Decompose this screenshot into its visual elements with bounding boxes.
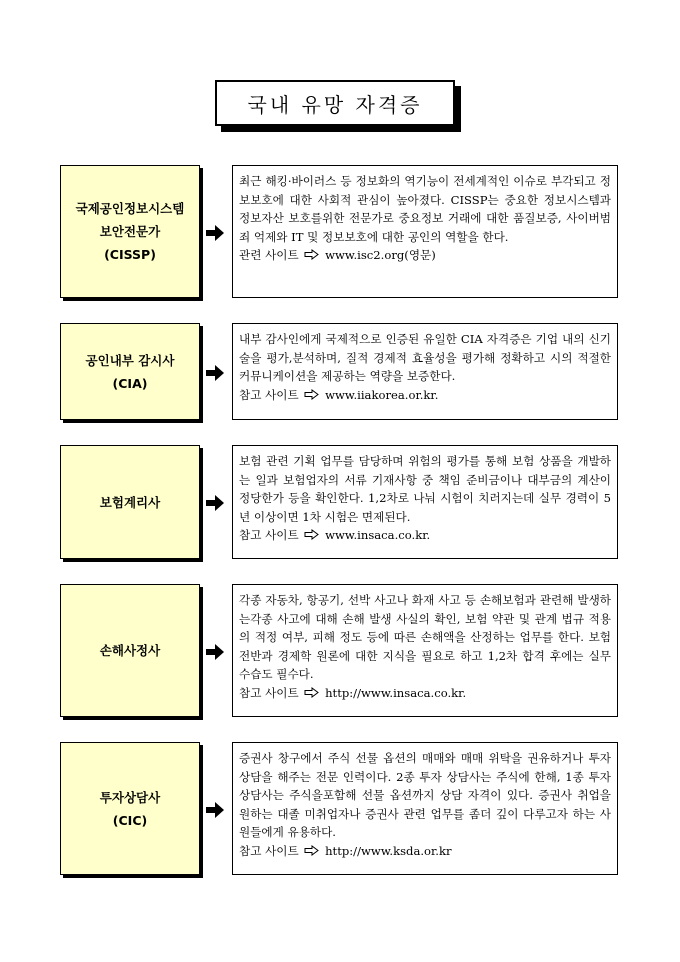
page-title: 국내 유망 자격증: [215, 80, 455, 126]
site-line: [239, 386, 611, 405]
description-text: 보험 관련 기획 업무를 담당하며 위험의 평가를 통해 보험 상품을 개발하는 일과 보험업자의 서류 기재사항 중 책임 준비금이나 대부금의 계산이 정당한가 등을 확인한다. 1,2차로 나눠 시험이 치러지는데 실무 경력이 5년 이상이면 1차 시험은 면제된다.: [239, 454, 611, 524]
cert-label-line: 투자상담사: [99, 789, 161, 805]
cert-description-cic: [232, 742, 618, 875]
outline-right-arrow-icon: [304, 845, 319, 856]
right-arrow-icon: [205, 223, 225, 243]
cert-description-claim-adjuster: [232, 584, 618, 717]
cert-label-cissp: [60, 165, 200, 298]
site-url-link[interactable]: www.isc2.org(영문): [325, 248, 436, 262]
site-prefix: 관련 사이트: [239, 248, 299, 262]
site-url-link[interactable]: www.insaca.co.kr.: [325, 528, 431, 542]
site-url-link[interactable]: http://www.ksda.or.kr: [325, 843, 452, 858]
cert-label-line: 공인내부 감시사: [85, 352, 175, 368]
site-line: [239, 842, 611, 861]
site-line: [239, 246, 611, 265]
description-text: 각종 자동차, 항공기, 선박 사고나 화재 사고 등 손해보험과 관련해 발생하는각종 사고에 대해 손해 발생 사실의 확인, 보험 약관 및 관계 법규 적용의 적정 여부, 피해 정도 등에 따른 손해액을 산정하는 업무를 한다. 보험 전반과 경제학 원론에 대한 지식을 필요로 하고 1,2차 합격 후에는 실무 수습도 필수다.: [239, 593, 611, 681]
site-line: [239, 526, 611, 545]
right-arrow-icon: [205, 642, 225, 662]
outline-right-arrow-icon: [304, 529, 319, 540]
right-arrow-icon: [205, 493, 225, 513]
description-text: 최근 해킹·바이러스 등 정보화의 역기능이 전세계적인 이슈로 부각되고 정보보호에 대한 사회적 관심이 높아졌다. CISSP는 중요한 정보시스템과 정보자산 보호를위한 전문가로 중요정보 거래에 대한 품질보증, 사이버범죄 억제와 IT 및 정보보호에 대한 공인의 역할을 한다.: [239, 174, 611, 244]
cert-label-claim-adjuster: [60, 584, 200, 717]
cert-section-cic: [60, 742, 620, 882]
cert-label-actuary: [60, 445, 200, 559]
cert-description-cissp: [232, 165, 618, 298]
outline-right-arrow-icon: [304, 249, 319, 260]
cert-label-cia: [60, 323, 200, 420]
outline-right-arrow-icon: [304, 389, 319, 400]
description-text: 내부 감사인에게 국제적으로 인증된 유일한 CIA 자격증은 기업 내의 신기술을 평가,분석하며, 질적 경제적 효율성을 평가해 정확하고 시의 적절한 커뮤니케이션을 제공하는 역량을 보증한다.: [239, 332, 611, 383]
cert-label-line: (CIA): [112, 375, 148, 391]
cert-label-cic: [60, 742, 200, 875]
right-arrow-icon: [205, 363, 225, 383]
cert-section-cia: [60, 323, 620, 428]
site-prefix: 참고 사이트: [239, 685, 299, 700]
description-text: 증권사 창구에서 주식 선물 옵션의 매매와 매매 위탁을 권유하거나 투자 상담을 해주는 전문 인력이다. 2종 투자 상담사는 주식에 한해, 1종 투자 상담사는 주식을포함해 선물 옵션까지 상담 자격이 있다. 증권사 취업을 원하는 대졸 미취업자나 증권사 관련 업무를 좀더 깊이 다루고자 하는 사원들에게 유용하다.: [239, 751, 611, 839]
cert-description-cia: [232, 323, 618, 420]
cert-label-line: 보안전문가: [99, 224, 161, 239]
page-title-block: [215, 80, 455, 126]
site-prefix: 참고 사이트: [239, 387, 299, 402]
cert-section-claim-adjuster: [60, 584, 620, 724]
cert-label-line: (CISSP): [104, 247, 156, 262]
right-arrow-icon: [205, 800, 225, 820]
cert-label-line: 손해사정사: [99, 643, 161, 658]
cert-section-cissp: [60, 165, 620, 305]
site-prefix: 참고 사이트: [239, 843, 299, 858]
site-url-link[interactable]: http://www.insaca.co.kr.: [325, 685, 467, 700]
cert-label-line: (CIC): [112, 812, 148, 828]
cert-description-actuary: [232, 445, 618, 559]
outline-right-arrow-icon: [304, 687, 319, 698]
cert-label-line: 국제공인정보시스템: [75, 201, 185, 216]
cert-section-actuary: [60, 445, 620, 565]
cert-label-line: 보험계리사: [99, 494, 161, 510]
site-url-link[interactable]: www.iiakorea.or.kr.: [325, 387, 439, 402]
site-line: [239, 684, 611, 703]
site-prefix: 참고 사이트: [239, 528, 299, 542]
